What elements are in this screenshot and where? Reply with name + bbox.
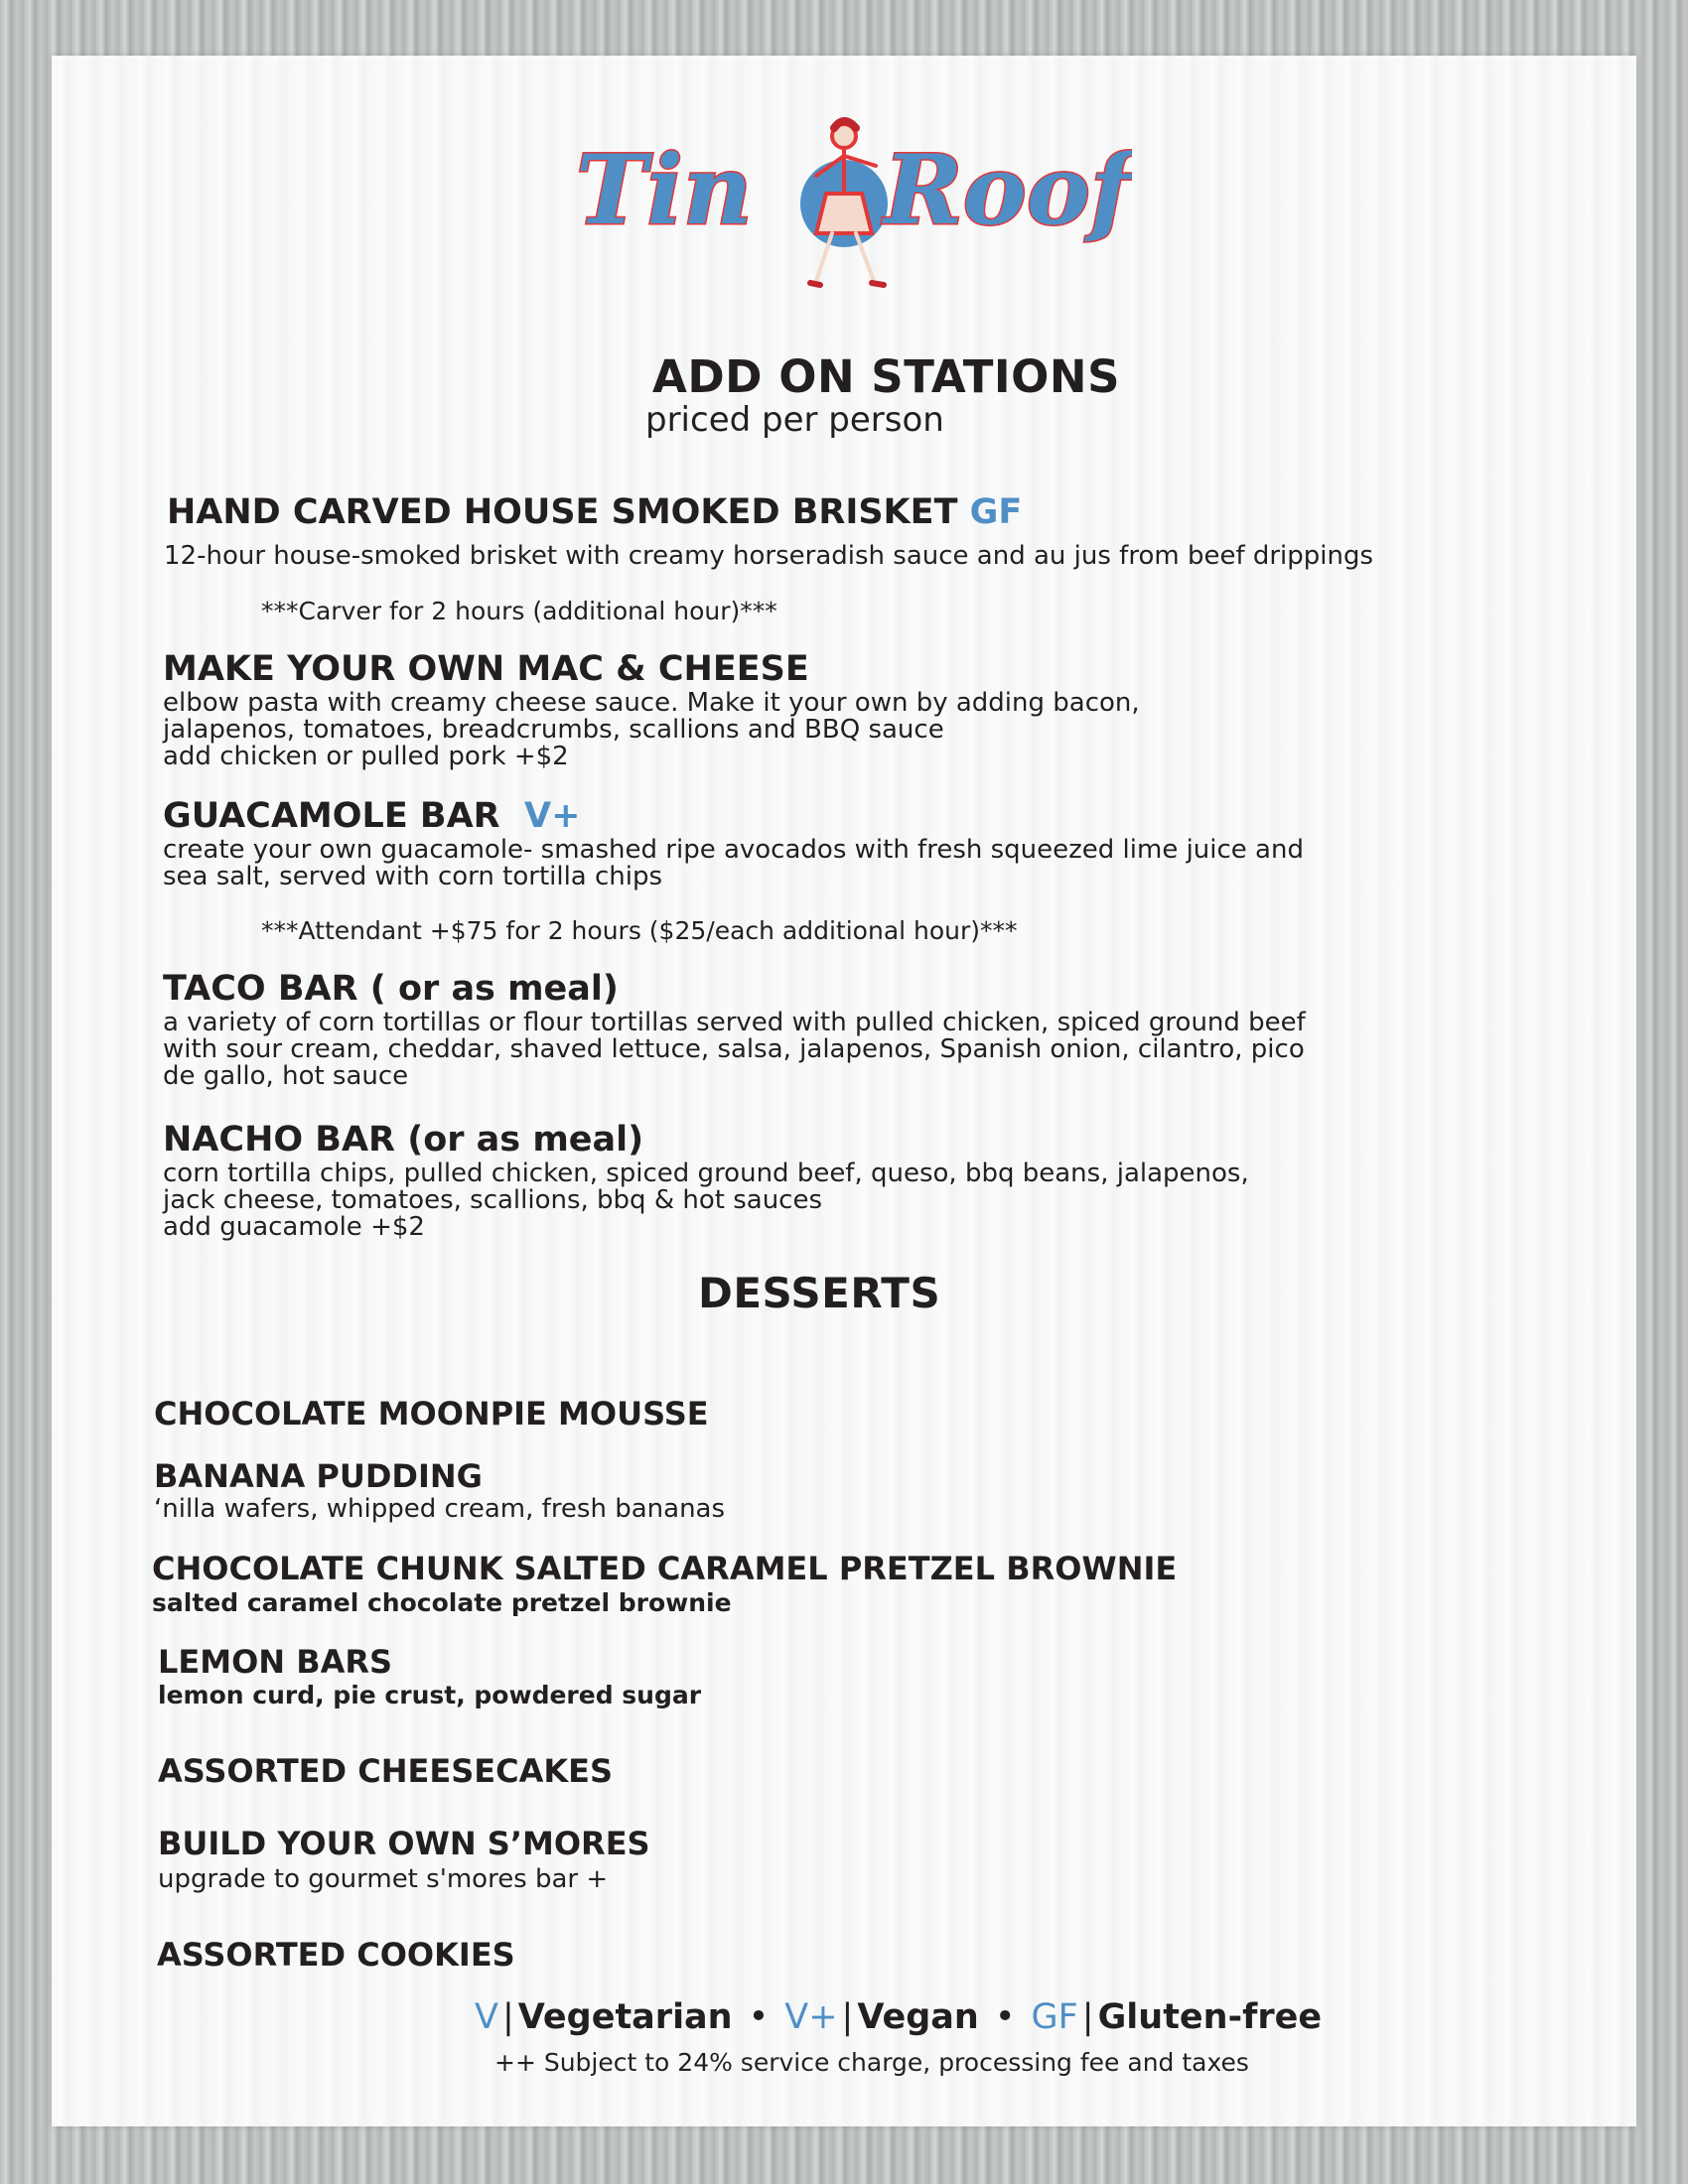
station-desc: jalapenos, tomatoes, breadcrumbs, scallions and BBQ sauce	[163, 715, 944, 745]
diet-legend: V | Vegetarian • V+ | Vegan • GF | Gluten-free	[475, 1997, 1323, 2037]
gluten-free-tag: GF	[969, 492, 1023, 532]
dessert-desc: upgrade to gourmet s'mores bar +	[158, 1864, 609, 1894]
dessert-title: LEMON BARS	[158, 1643, 393, 1681]
station-note: ***Carver for 2 hours (additional hour)***	[261, 597, 777, 625]
station-desc: with sour cream, cheddar, shaved lettuce, salsa, jalapenos, Spanish onion, cilantro, pico	[163, 1034, 1305, 1064]
tin-roof-logo	[556, 114, 1132, 313]
station-title: NACHO BAR (or as meal)	[163, 1120, 644, 1160]
dessert-title: CHOCOLATE MOONPIE MOUSSE	[154, 1395, 709, 1433]
legend-key: V+	[784, 1997, 838, 2037]
station-desc: 12-hour house-smoked brisket with creamy horseradish sauce and au jus from beef drippings	[164, 541, 1374, 571]
station-desc: elbow pasta with creamy cheese sauce. Make it your own by adding bacon,	[163, 688, 1140, 718]
station-desc: sea salt, served with corn tortilla chips	[163, 862, 663, 891]
legend-key: V	[475, 1997, 498, 2037]
dessert-desc: salted caramel chocolate pretzel brownie	[152, 1588, 732, 1617]
station-desc: a variety of corn tortillas or flour tortillas served with pulled chicken, spiced ground beef	[163, 1008, 1306, 1037]
vegan-tag: V+	[524, 796, 581, 836]
station-title: MAKE YOUR OWN MAC & CHEESE	[163, 649, 809, 689]
watermark	[467, 109, 531, 306]
dessert-title: BANANA PUDDING	[154, 1457, 483, 1495]
page-title: ADD ON STATIONS	[652, 350, 1120, 403]
svg-text:Tin: Tin	[576, 134, 753, 246]
station-title: TACO BAR ( or as meal)	[163, 969, 619, 1009]
station-desc: corn tortilla chips, pulled chicken, spiced ground beef, queso, bbq beans, jalapenos,	[163, 1159, 1249, 1188]
station-title: GUACAMOLE BAR V+	[163, 796, 581, 836]
service-charge-note: ++ Subject to 24% service charge, processing fee and taxes	[494, 2048, 1249, 2077]
station-note: ***Attendant +$75 for 2 hours ($25/each additional hour)***	[261, 916, 1018, 945]
page-subtitle: priced per person	[645, 400, 944, 440]
dessert-title: CHOCOLATE CHUNK SALTED CARAMEL PRETZEL BROWNIE	[152, 1550, 1178, 1587]
legend-key: GF	[1031, 1997, 1078, 2037]
dessert-title: BUILD YOUR OWN S’MORES	[158, 1825, 650, 1862]
station-desc: create your own guacamole- smashed ripe avocados with fresh squeezed lime juice and	[163, 835, 1304, 865]
dessert-title: ASSORTED CHEESECAKES	[158, 1752, 614, 1790]
svg-text:Roof: Roof	[884, 134, 1132, 246]
station-desc: de gallo, hot sauce	[163, 1061, 409, 1091]
dessert-desc: ‘nilla wafers, whipped cream, fresh bananas	[154, 1494, 726, 1524]
station-desc: jack cheese, tomatoes, scallions, bbq & hot sauces	[163, 1185, 823, 1215]
dessert-title: ASSORTED COOKIES	[157, 1936, 515, 1974]
dessert-desc: lemon curd, pie crust, powdered sugar	[158, 1681, 702, 1709]
station-desc: add chicken or pulled pork +$2	[163, 742, 569, 771]
station-desc: add guacamole +$2	[163, 1212, 425, 1242]
station-title: HAND CARVED HOUSE SMOKED BRISKET GF	[167, 492, 1023, 532]
desserts-title: DESSERTS	[698, 1269, 941, 1317]
